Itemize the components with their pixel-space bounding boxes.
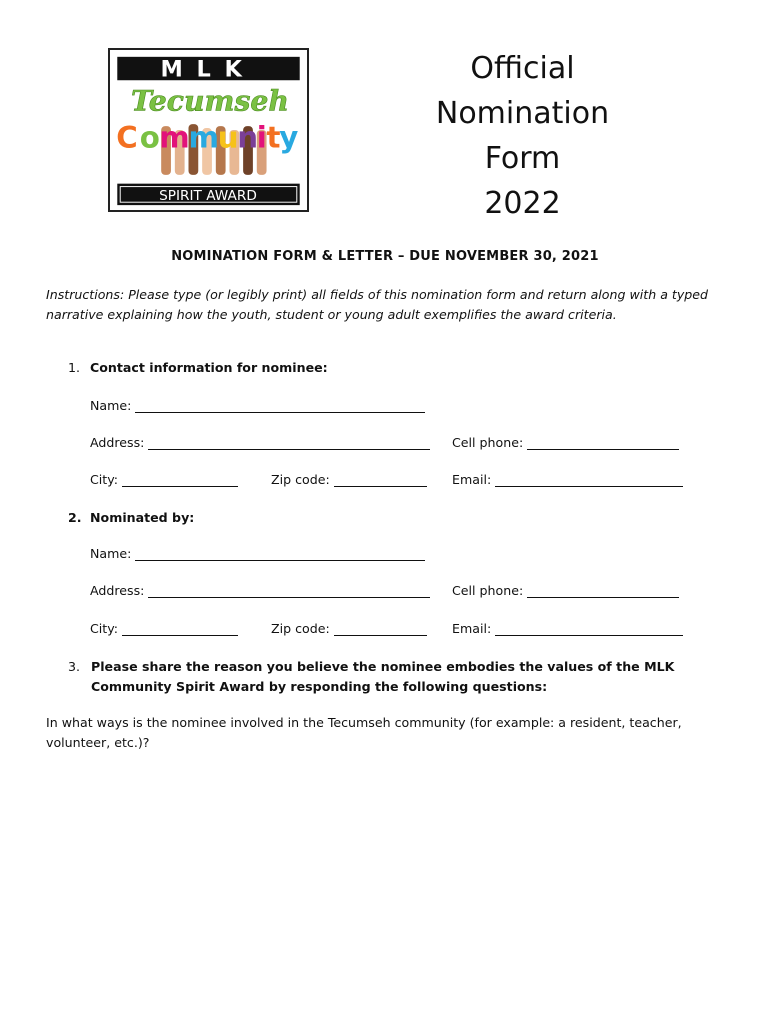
nominee-email-line[interactable] [495,474,683,487]
nominator-address-line[interactable] [148,585,430,598]
svg-text:o: o [139,120,160,155]
nominator-email-label: Email: [452,621,492,636]
nominee-zip-label: Zip code: [271,472,330,487]
section-3-heading [68,657,748,697]
nominator-email-field[interactable] [452,621,683,636]
logo-graphic [110,50,307,210]
question-community-involvement: In what ways is the nominee involved in the Tecumseh community (for example: a resident, teacher, volunteer, etc.)? [46,715,682,750]
logo-community-text [116,121,298,155]
due-date-heading: NOMINATION FORM & LETTER – DUE NOVEMBER 30, 2021 [171,249,599,264]
nominee-address-field[interactable] [90,435,430,450]
nominator-city-line[interactable] [122,623,238,636]
nominator-cell-label: Cell phone: [452,583,524,598]
nominee-city-field[interactable] [90,472,238,487]
form-title [410,46,635,226]
section-1-heading [68,360,328,375]
logo-mlk-text: MLK [160,56,256,83]
nominee-cell-label: Cell phone: [452,435,524,450]
mlk-logo [108,48,309,212]
section-1-title: Contact information for nominee: [90,360,328,375]
svg-text:u: u [217,120,239,155]
svg-text:y: y [279,120,299,155]
nominator-name-label: Name: [90,546,132,561]
instructions-text: Instructions: Please type (or legibly print) all fields of this nomination form and return along with a typed narrative explaining how the youth, student or young adult exemplifies the award criteria. [46,287,709,322]
nominee-city-line[interactable] [122,474,238,487]
nominator-cell-line[interactable] [527,585,679,598]
title-line-nomination: Nomination [435,96,610,131]
svg-text:C: C [116,120,138,155]
nominee-email-label: Email: [452,472,492,487]
logo-spirit-award-text: SPIRIT AWARD [159,188,257,205]
section-2-title: Nominated by: [90,510,195,525]
section-3-title: Please share the reason you believe the nominee embodies the values of the MLK Community Spirit Award by responding the following questions: [91,659,675,694]
svg-text:i: i [256,120,267,155]
section-2-heading [68,510,194,525]
svg-text:m: m [188,120,219,155]
nominee-name-field[interactable] [90,398,425,413]
nominator-address-label: Address: [90,583,145,598]
nominator-zip-label: Zip code: [271,621,330,636]
nominee-zip-field[interactable] [271,472,427,487]
svg-text:n: n [237,120,259,155]
nominee-city-label: City: [90,472,119,487]
logo-tecumseh-text: Tecumseh [130,83,289,118]
nominator-cell-field[interactable] [452,583,679,598]
nominator-email-line[interactable] [495,623,683,636]
nominee-email-field[interactable] [452,472,683,487]
nominee-cell-line[interactable] [527,437,679,450]
section-3-number: 3. [68,659,81,674]
nominee-address-label: Address: [90,435,145,450]
nominator-name-line[interactable] [135,548,425,561]
nominee-address-line[interactable] [148,437,430,450]
nominator-zip-field[interactable] [271,621,427,636]
nominator-address-field[interactable] [90,583,430,598]
title-line-year: 2022 [484,186,561,221]
nominator-name-field[interactable] [90,546,425,561]
nominator-city-field[interactable] [90,621,238,636]
nominee-cell-field[interactable] [452,435,679,450]
nominator-city-label: City: [90,621,119,636]
nominee-name-label: Name: [90,398,132,413]
title-line-official: Official [470,51,575,86]
svg-text:m: m [159,120,190,155]
section-2-number: 2. [68,510,82,525]
nominee-name-line[interactable] [135,400,425,413]
nominator-zip-line[interactable] [334,623,427,636]
section-1-number: 1. [68,360,81,375]
nominee-zip-line[interactable] [334,474,427,487]
svg-text:t: t [266,120,281,155]
title-line-form: Form [484,141,561,176]
